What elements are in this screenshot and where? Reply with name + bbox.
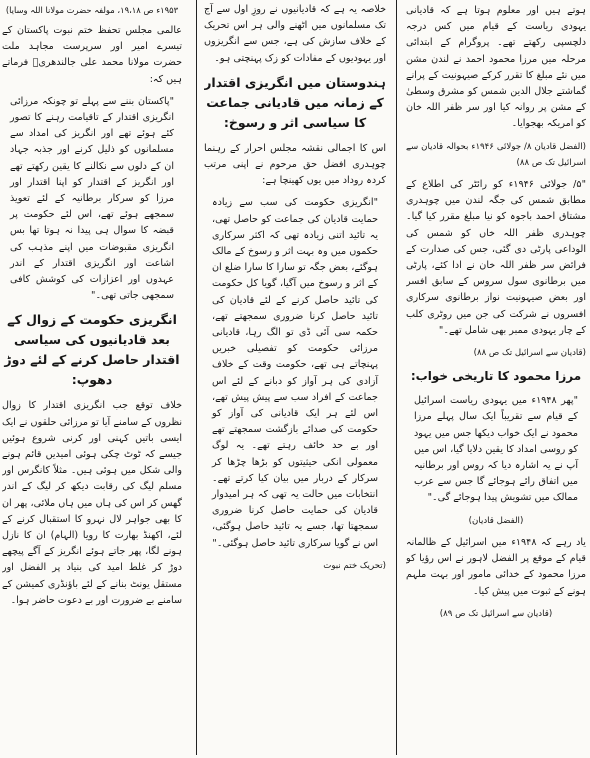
citation: (قادیان سے اسرائیل تک ص ۸۹) xyxy=(439,608,553,619)
citation: (تحریک ختم نبوت xyxy=(323,560,386,571)
paragraph: خلاصہ یہ ہے کہ قادیانیوں نے روزِ اول سے آج تک مسلمانوں میں اٹھنے والی ہر اس تحریک کے خلاف سازش کی ہے، جس سے انگریزوں اور یہودیوں کے مفادات کو زک پہنچتی ہو۔ xyxy=(204,4,386,64)
right-column xyxy=(406,0,586,758)
citation: (الفضل قادیان ۸/ جولائی ۱۹۴۶ء بحوالہ قادیان سے اسرائیل تک ص ۸۸) xyxy=(406,141,586,168)
citation: (الفضل قادیان) xyxy=(468,515,524,526)
paragraph: "۵/ جولائی ۱۹۴۶ء کو رائٹر کی اطلاع کے مطابق شمس کی جگہ لندن میں چوہدری مشتاق احمد باجوہ کو نیا مبلغ مقرر کیا گیا۔ چوہدری ظفر اللہ خاں کو شمس کی الوداعی پارٹی دی گئی، جس کی صدارت کے فرائض سر ظفر اللہ خان نے ادا کئے، پارٹی میں برطانوی سول سروس کے سابق افسر اور بعض صیہونیت نواز برطانوی سرکاری افسروں نے شرکت کی جن میں روٹری کلب کے چار یہودی ممبر بھی شامل تھے۔" xyxy=(406,179,586,336)
section-heading: ہندوستان میں انگریزی اقتدار کے زمانہ میں قادیانی جماعت کا سیاسی اثر و رسوخ: xyxy=(204,74,386,130)
citation: (قادیان سے اسرائیل تک ص ۸۸) xyxy=(473,348,586,359)
paragraph: ہوتے ہیں اور معلوم ہوتا ہے کہ قادیانی یہودی ریاست کے قیام میں کس درجہ دلچسپی رکھتے تھے۔ پروگرام کے ابتدائی مرحلہ میں مرزا محمود احمد نے لندن مشن میں نئے مبلغ کا تقرر کرکے صیہونیت کے پرانے گماشتے جلال الدین شمس کو مشرق وسطیٰ کے مشن پر روانہ کیا اور سر ظفر اللہ خان کو امریکہ بھجوایا۔ xyxy=(406,5,586,130)
paragraph: یاد رہے کہ ۱۹۴۸ء میں اسرائیل کے ظالمانہ قیام کے موقع پر الفضل لاہور نے اس رؤیا کو مرزا محمود کے خدائی مامور اور بہت ملہم ہونے کے ثبوت میں پیش کیا۔ xyxy=(406,536,586,597)
paragraph: خلاف توقع جب انگریزی اقتدار کا زوال نظروں کے سامنے آیا تو مرزائی حلقوں نے ایک ایسی باتیں کہنی اور کرنی شروع ہوئیں جیسے کہ ٹوٹ چکی ہوئی امیدیں قائم ہونے والی شکل میں ہوئی ہیں۔ مثلاً کانگرس اور مسلم لیگ کی رقابت دیکھ کر لیگ کے اندر گھس کر اس کی ہاں میں ہاں ملائی، پھر ان کا بھی جواہر لال نہرو کا استقبال کرنے کے لئے، اکھنڈ بھارت کا رویا (الہام) ان کا نازل ہونے لگا، پھر جاتے ہوئے انگریز کے آگے پیچھے دوڑ کر غلط امید کی بنیاد پر الفضل اور مستقل یونٹ بنانے کے لئے باؤنڈری کمیشن کے سامنے بے ضرورت اور بے دعوت حاضر ہوا۔ xyxy=(2,400,182,606)
column-divider xyxy=(396,0,397,755)
quotation: "پاکستان بننے سے پہلے تو چونکہ مرزائی انگریزی اقتدار کے تاقیامت رہنے کا تصور کئے ہوئے تھے اور انگریز کی امداد سے مسلمانوں کو ذلیل کرنے اور جذبہ جہاد ان کے دلوں سے نکالنے کا یقین رکھتے تھے اور انگریز کے اقتدار کو اپنا اقتدار اور مرزا کو سرکار برطانیہ کے لئے تعویذ سمجھے ہوئے تھے، اس لئے حکومت پر قبضہ کا سوال ہی پیدا نہ ہوتا تھا بس انگریزی مقبوضات میں اپنے مذہب کی اشاعت اور انگریزی اقتدار کے اندر عہدوں اور اعزازات کی کوشش کافی سمجھی جاتی تھی۔" xyxy=(10,95,174,302)
section-heading: انگریزی حکومت کے زوال کے بعد قادیانیوں کی سیاسی اقتدار حاصل کرنے کے لئے دوڑ دھوپ: xyxy=(4,312,180,388)
left-column xyxy=(2,0,182,758)
quotation: "انگریزی حکومت کی سب سے زیادہ حمایت قادیان کی جماعت کو حاصل تھی، یہ تائید اتنی زیادہ تھی کہ اکثر سرکاری حکموں میں وہ بہت اثر و رسوخ کے مالک ہوگئے، بعض جگہ تو سارا کا سارا ضلع ان کے اثر و رسوخ میں آگیا، گویا کل حکومت کی تائید حاصل کرنے کے لئے قادیان کی تائید حاصل کرنا ضروری سمجھتے تھے، حکمہ سی آئی ڈی تو الگ رہا، قادیانی مرزائی حکومت کو تفصیلی خبریں پہنچاتے ہی تھے، حکومت وقت کے خلاف آزادی کی ہر آواز کو دبانے کے لئے اس جماعت کے افراد سب سے پیش پیش تھے، اس لئے ہر ایک قادیانی کی آواز کو حکومت کی صدائے بازگشت سمجھتے تھے اور بے حد خائف رہتے تھے۔ یہ لوگ معمولی انکی حیثیتوں کو بڑھا چڑھا کر سرکار کے دربار میں بیان کیا کرتے تھے۔ انتخابات میں حالت یہ تھی کہ ہر امیدوار قادیان کی حمایت حاصل کرنا ضروری سمجھتا تھا، جسے یہ تائید حاصل ہوگئی، اس نے گویا سرکاری تائید حاصل ہوگئی۔" xyxy=(212,197,378,549)
quotation: "پھر ۱۹۴۸ء میں یہودی ریاست اسرائیل کے قیام سے تقریباً ایک سال پہلے مرزا محمود نے ایک خواب دیکھا جس میں یہود کو روسی امداد کا یقین دلایا گیا، اس میں آپ نے یہ اشارہ دیا کہ روس اور برطانیہ میں اتفاق رائے ہوجائے گا جس سے عرب ممالک میں تشویش پیدا ہوجائے گی۔" xyxy=(414,395,578,504)
citation: ۱۹۵۳ء ص ۱۹،۱۸، مولفہ حضرت مولانا اللہ وسایا) xyxy=(5,5,179,15)
paragraph: عالمی مجلس تحفظ ختم نبوت پاکستان کے تیسرے امیر اور سرپرست مجاہد ملت حضرت مولانا محمد علی جالندھریؒ فرماتے ہیں کہ: xyxy=(2,25,182,85)
paragraph: اس کا اجمالی نقشہ مجلس احرار کے رہنما چوہدری افضل حق مرحوم نے اپنی مرتب کردہ روداد میں یوں کھینچا ہے: xyxy=(204,142,386,187)
middle-column xyxy=(204,0,386,757)
column-divider xyxy=(196,0,197,755)
section-heading: مرزا محمود کا تاریخی خواب: xyxy=(410,369,582,384)
